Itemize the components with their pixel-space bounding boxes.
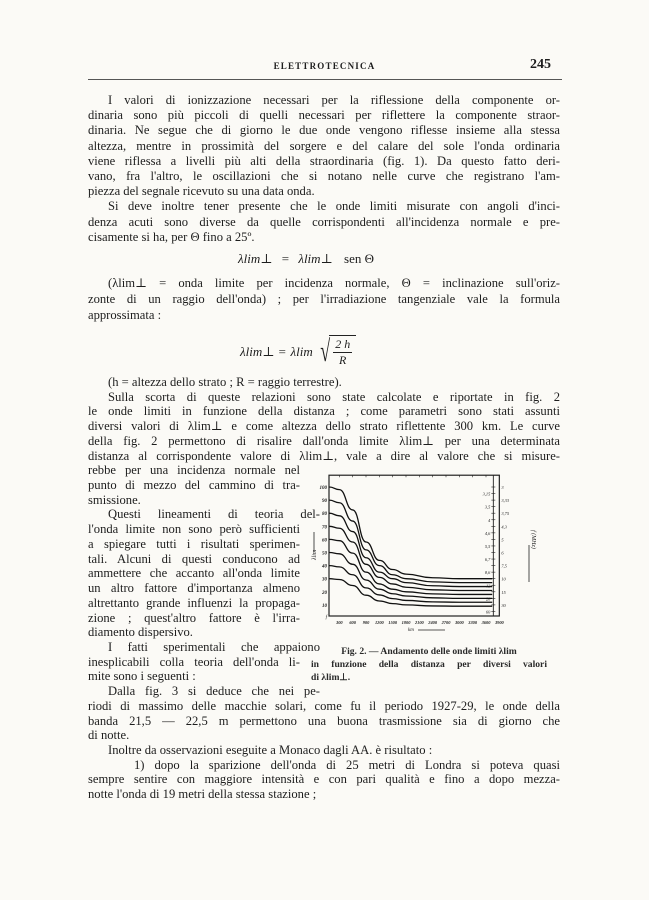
text-line: riodi di massimo delle macchie solari, come fu il periodo 1927-29, le onde della xyxy=(88,698,560,713)
y2-tick-label: 4,6 xyxy=(484,530,491,536)
y2-tick-label: 8,6 xyxy=(484,570,491,576)
y2-tick-label: 4,3 xyxy=(501,524,507,530)
text-line: a spiegare tutti i risultati sperimen- xyxy=(88,536,300,551)
y2-tick-label: 3,5 xyxy=(484,504,491,510)
x-tick-label: 3300 xyxy=(468,620,478,625)
x-tick-label: 300 xyxy=(336,620,343,625)
text-line: inesplicabili colla teoria dell'onda li- xyxy=(88,654,300,669)
y-tick-label: 20 xyxy=(322,590,327,596)
running-header: ELETTROTECNICA xyxy=(273,61,376,71)
text-line: un altro fattore d'importanza almeno xyxy=(88,581,300,596)
text-line: diamento dispersivo. xyxy=(88,625,193,640)
square-root xyxy=(317,335,356,369)
denominator: R xyxy=(339,353,347,367)
x-tick-label: 2100 xyxy=(414,620,424,625)
text-line: piezza del segnale ricevuto su una data onda. xyxy=(88,184,315,199)
x-tick-label: 3900 xyxy=(494,620,504,625)
x-tick-label: 1500 xyxy=(388,620,398,625)
y-tick-label: 70 xyxy=(322,525,327,531)
text-line: distanza al corrispondente valore di λlim⊥, vale a dire al valore che si misure- xyxy=(88,448,560,463)
text-line: sempre sentire con maggiore intensità e con pari qualità e fino a dopo mezza- xyxy=(88,772,560,787)
formula-equals: = xyxy=(281,251,290,266)
y2-tick-label: 20 xyxy=(485,596,491,602)
formula-oblique-incidence xyxy=(238,251,374,267)
text-line: (λlim⊥ = onda limite per incidenza normale, Θ = inclinazione sull'oriz- xyxy=(108,276,560,290)
x-tick-label: 900 xyxy=(362,620,370,625)
x-tick-label: 2700 xyxy=(441,620,451,625)
x-tick-label: 2400 xyxy=(428,620,438,625)
caption-line: Fig. 2. — Andamento delle onde limiti λlim xyxy=(341,646,517,657)
header-rule xyxy=(88,79,562,80)
series-line-70 xyxy=(329,526,492,590)
y2-tick-label: 3,75 xyxy=(501,511,510,517)
text-line: approssimata : xyxy=(88,307,162,322)
y-tick-label: 90 xyxy=(322,499,327,505)
formula-tangential xyxy=(240,332,356,372)
y2-tick-label: 3,15 xyxy=(482,491,491,497)
fraction xyxy=(329,335,356,369)
y2-tick-label: 3,33 xyxy=(501,498,510,504)
figure-caption xyxy=(311,645,547,684)
formula-rhs: λlim⊥ xyxy=(298,251,333,266)
text-line: notte l'onda di 19 metri della stessa stazione ; xyxy=(88,787,317,802)
y2-tick-label: 15 xyxy=(501,589,506,595)
y-tick-label: 10 xyxy=(322,603,327,609)
x-tick-label: 3600 xyxy=(481,620,491,625)
y2-tick-label: 6,7 xyxy=(484,557,491,563)
x-axis-label: km xyxy=(408,628,414,633)
text-block-definition xyxy=(88,276,560,323)
text-line: banda 21,5 — 22,5 m permettono una buona trasmissione sia di giorno che xyxy=(88,713,560,728)
text-line: denza acuti sono diverse da quelle corrispondenti all'incidenza normale e pre- xyxy=(88,214,560,229)
y2-tick-label: 12 xyxy=(485,583,491,589)
text-line: altrettanto grande influenzi la propaga- xyxy=(88,595,300,610)
text-line: l'onda limite non sono però sufficienti xyxy=(88,522,300,537)
text-line: I valori di ionizzazione necessari per la riflessione della componente or- xyxy=(108,93,560,107)
figure-2-chart xyxy=(300,470,550,640)
y2-tick-label: 30 xyxy=(501,602,506,608)
y-tick-label: 100 xyxy=(319,486,327,491)
y2-tick-label: 3 xyxy=(501,485,504,490)
page-number: 245 xyxy=(530,57,551,72)
text-line: diversi valori di λlim⊥ e come altezza dello strato riflettente 300 km. Le curve xyxy=(88,419,560,434)
text-line: Si deve inoltre tener presente che le onde limiti misurate con angoli d'inci- xyxy=(108,199,560,214)
text-line: ammettere che accanto all'onda limite xyxy=(88,566,300,581)
text-line: rebbe per una incidenza normale nel xyxy=(88,463,300,478)
text-line: (h = altezza dello strato ; R = raggio terrestre). xyxy=(108,375,342,389)
caption-line: in funzione della distanza per diversi valori xyxy=(311,659,547,670)
text-line: zione ; quest'altro fattore è l'irra- xyxy=(88,610,300,625)
text-line: 1) dopo la sparizione dell'onda di 25 metri di Londra si poteva quasi xyxy=(134,757,560,772)
series-line-90 xyxy=(329,500,492,583)
y-tick-label: f xyxy=(325,615,327,621)
radical-sign-icon: √ xyxy=(320,335,330,368)
text-line: dinaria sono più piccoli di quelli necessari per riflettere la componente straor- xyxy=(88,108,560,123)
y-tick-label: 60 xyxy=(322,538,327,544)
y2-tick-label: 4 xyxy=(488,517,491,523)
text-line: tali. Alcuni di questi conducono ad xyxy=(88,551,300,566)
text-line: di notte. xyxy=(88,728,130,743)
text-line: punto di mezzo del cammino di tra- xyxy=(88,478,300,493)
formula-rhs: λlim xyxy=(290,344,313,359)
y2-tick-label: 5,5 xyxy=(484,543,491,549)
y2-axis-label: f (MHz) xyxy=(530,530,536,549)
y2-tick-label: 10 xyxy=(501,576,506,582)
formula-lhs: λlim⊥ = xyxy=(240,344,287,359)
text-line: della fig. 2 permettono di risalire dall'onda limite λlim⊥ per una determinata xyxy=(88,433,560,448)
text-line: Sulla scorta di queste relazioni sono state calcolate e riportate in fig. 2 xyxy=(108,389,560,404)
y-tick-label: 40 xyxy=(322,564,327,570)
y2-tick-label: 6 xyxy=(501,550,504,556)
text-line: Inoltre da osservazioni eseguite a Monaco dagli AA. è risultato : xyxy=(108,742,433,757)
x-tick-label: 1800 xyxy=(401,620,411,625)
text-line: altezza, mentre in prossimità del sorgere e del calare del sole l'onda ordinaria xyxy=(88,138,560,153)
series-line-40 xyxy=(329,566,492,603)
text-line: I fatti sperimentali che appaiono xyxy=(108,639,320,654)
x-tick-label: 1200 xyxy=(374,620,384,625)
text-line: cisamente si ha, per Θ fino a 25º. xyxy=(88,229,255,244)
text-line: mite sono i seguenti : xyxy=(88,669,196,684)
numerator: 2 h xyxy=(335,337,351,351)
y2-tick-label: 5 xyxy=(501,537,504,543)
text-line: le onde limiti in funzione della distanza ; come parametri sono stati assunti xyxy=(88,404,560,419)
caption-line: di λlim⊥. xyxy=(311,672,351,683)
x-tick-label: 3000 xyxy=(454,620,464,625)
text-line: Dalla fig. 3 si deduce che nei pe- xyxy=(108,684,320,699)
text-line: vano, fra l'altro, le oscillazioni che si notano nelle curve che registrano l'am- xyxy=(88,168,560,183)
x-tick-label: 600 xyxy=(349,620,356,625)
text-line: viene riflessa a livelli più alti della straordinaria (fig. 1). Da questo fatto deri- xyxy=(88,153,560,168)
y2-tick-label: 7,5 xyxy=(501,563,507,569)
text-line: dinaria. Ne segue che di giorno le due onde vengono riflesse insieme alla stessa xyxy=(88,123,560,138)
formula-function: sen Θ xyxy=(344,251,374,266)
y2-tick-label: 60 xyxy=(485,609,491,615)
y-tick-label: 30 xyxy=(322,577,327,583)
formula-lhs: λlim⊥ xyxy=(238,251,273,266)
text-line: smissione. xyxy=(88,492,141,507)
y-tick-label: 50 xyxy=(322,551,327,557)
text-block-ionization xyxy=(88,93,560,245)
text-line: Questi lineamenti di teoria del- xyxy=(108,507,320,522)
text-line: zonte di un raggio dell'onda) ; per l'irradiazione tangenziale vale la formula xyxy=(88,291,560,306)
y-tick-label: 80 xyxy=(322,512,327,518)
y-axis-label: λlim xyxy=(312,549,318,560)
